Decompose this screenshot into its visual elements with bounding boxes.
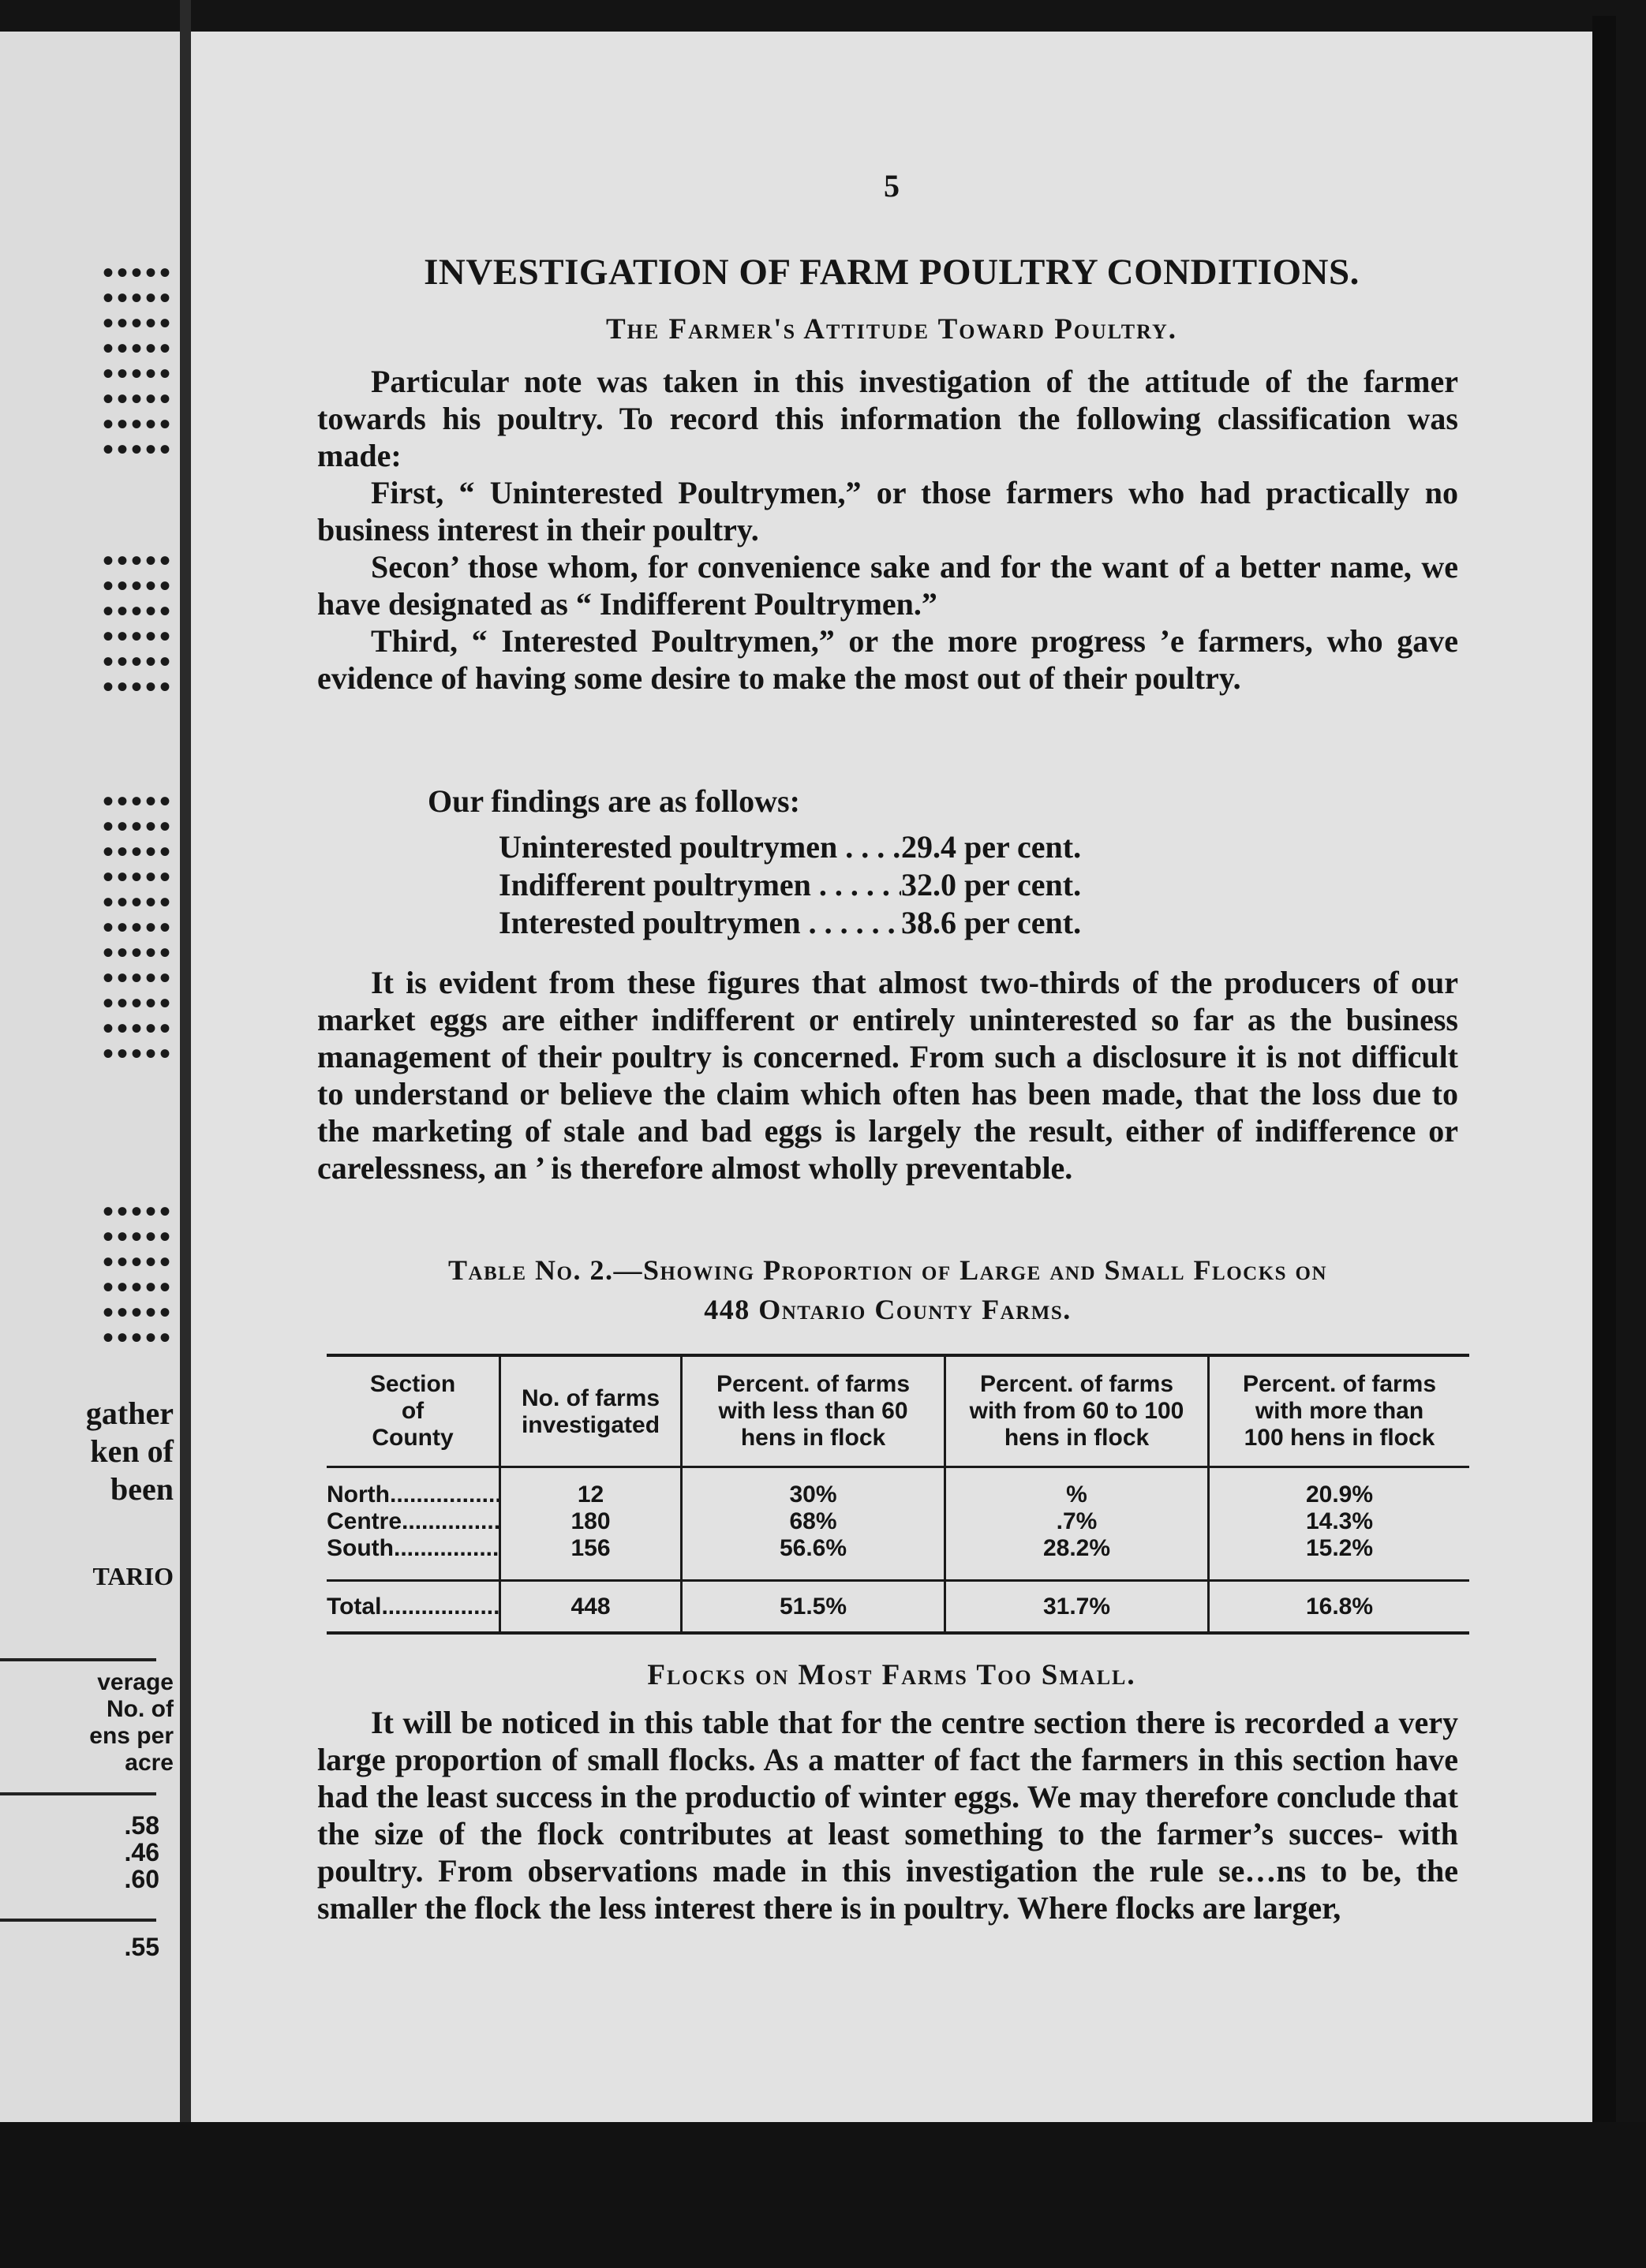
table-title-line: 448 Ontario County Farms. bbox=[704, 1294, 1072, 1325]
page-number: 5 bbox=[884, 168, 900, 204]
fragment-text: gather bbox=[85, 1396, 174, 1431]
cell-farms: 156 bbox=[570, 1535, 611, 1561]
paragraph: First, “ Uninterested Poultrymen,” or those farmers who had practically no business interest in their poultry. bbox=[317, 475, 1458, 547]
header-line: of bbox=[401, 1398, 425, 1424]
flocks-paragraph-block bbox=[317, 1704, 1458, 1926]
header-line: Section bbox=[369, 1371, 456, 1397]
row-label: Centre ..... bbox=[327, 1508, 499, 1534]
findings-intro: Our findings are as follows: bbox=[428, 783, 800, 819]
finding-value: 38.6 per cent. bbox=[901, 905, 1082, 940]
header-line: with from 60 to 100 bbox=[969, 1398, 1184, 1424]
paragraph: It is evident from these figures that almost two-thirds of the producers of our market eggs are either indifferent or entirely uninterested so far as the business management of their poultry is concerned. From such a disclosure it is not difficult to understand or believe the claim which often has been made, that the loss due to the marketing of stale and bad eggs is largely the result, either of indifference or carelessness, an ’ is therefore almost wholly preventable. bbox=[317, 965, 1458, 1186]
cell-more100: 20.9% bbox=[1305, 1481, 1374, 1508]
row-label: North ..... bbox=[327, 1481, 499, 1508]
paragraph: Third, “ Interested Poultrymen,” or the more progress ’e farmers, who gave evidence of having some desire to make the most out of their poultry. bbox=[317, 623, 1458, 696]
paragraph: Particular note was taken in this investigation of the attitude of the farmer towards his poultry. To record this information the following classification was made: bbox=[317, 364, 1458, 473]
finding-row bbox=[499, 866, 1288, 903]
fragment-header: ens per bbox=[89, 1723, 174, 1749]
dot-leaders: ••••• ••••• ••••• ••••• ••••• ••••• ••••• ••••• bbox=[102, 255, 174, 467]
paragraph: Secon’ those whom, for convenience sake and for the want of a better name, we have designated as “ Indifferent Poultrymen.” bbox=[317, 549, 1458, 622]
header-line: Percent. of farms bbox=[716, 1371, 911, 1397]
column-header-section bbox=[327, 1371, 499, 1452]
document-page bbox=[191, 32, 1592, 2122]
book-gutter bbox=[180, 0, 191, 2268]
header-rule bbox=[327, 1466, 1469, 1468]
scan-background bbox=[0, 2122, 1646, 2268]
cell-less60: 68% bbox=[789, 1508, 837, 1534]
dot-leaders: ••••• ••••• ••••• ••••• ••••• ••••• ••••• ••••• ••••• ••••• ••••• bbox=[102, 783, 174, 1071]
total-rule bbox=[327, 1579, 1469, 1582]
cell-more100: 14.3% bbox=[1305, 1508, 1374, 1534]
page-title: INVESTIGATION OF FARM POULTRY CONDITIONS. bbox=[424, 252, 1360, 293]
finding-row bbox=[499, 828, 1288, 865]
header-line: investigated bbox=[521, 1412, 660, 1438]
header-line: Percent. of farms bbox=[979, 1371, 1174, 1397]
finding-value: 29.4 per cent. bbox=[901, 829, 1082, 865]
cell-farms: 180 bbox=[570, 1508, 611, 1534]
header-line: 100 hens in flock bbox=[1244, 1425, 1435, 1451]
cell-60to100: % bbox=[1066, 1481, 1087, 1508]
table-title bbox=[317, 1250, 1458, 1329]
column-header-more100 bbox=[1210, 1371, 1469, 1452]
header-line: hens in flock bbox=[1004, 1425, 1150, 1451]
cell-60to100: .7% bbox=[1056, 1508, 1098, 1534]
header-line: County bbox=[372, 1425, 454, 1451]
finding-row bbox=[499, 904, 1288, 941]
finding-value: 32.0 per cent. bbox=[901, 867, 1082, 902]
fragment-value: .60 bbox=[124, 1865, 159, 1893]
column-header-60to100 bbox=[946, 1371, 1207, 1452]
cell-less60: 30% bbox=[789, 1481, 837, 1508]
finding-label: Uninterested poultrymen . . . bbox=[499, 828, 901, 865]
fragment-header: No. of bbox=[107, 1696, 174, 1722]
table-bottom-rule bbox=[327, 1631, 1469, 1635]
fragment-header: acre bbox=[125, 1750, 174, 1776]
cell-60to100: 31.7% bbox=[1042, 1594, 1111, 1620]
header-line: with less than 60 bbox=[718, 1398, 908, 1424]
column-header-farms bbox=[501, 1385, 680, 1439]
fragment-text: been bbox=[110, 1471, 174, 1507]
header-line: with more than bbox=[1255, 1398, 1424, 1424]
row-label: South ..... bbox=[327, 1535, 499, 1561]
cell-more100: 16.8% bbox=[1305, 1594, 1374, 1620]
row-label: Total ..... bbox=[327, 1594, 499, 1620]
header-line: Percent. of farms bbox=[1242, 1371, 1437, 1397]
cell-less60: 56.6% bbox=[779, 1535, 847, 1561]
fragment-total: .55 bbox=[124, 1933, 159, 1961]
cell-less60: 51.5% bbox=[779, 1594, 847, 1620]
page-edge-shadow bbox=[1592, 16, 1616, 2138]
table-title-line: Table No. 2.—Showing Proportion of Large and Small Flocks on bbox=[447, 1254, 1328, 1286]
finding-label: Interested poultrymen . . . bbox=[499, 904, 901, 941]
column-header-less60 bbox=[683, 1371, 944, 1452]
fragment-text: ken of bbox=[90, 1433, 174, 1469]
header-line: No. of farms bbox=[521, 1385, 660, 1411]
section-heading: The Farmer's Attitude Toward Poultry. bbox=[606, 313, 1177, 346]
paragraph: It will be noticed in this table that for the centre section there is recorded a very large proportion of small flocks. As a matter of fact the farmers in this section have had the least success in the productio of winter eggs. We may therefore conclude that the size of the flock contributes at least something to the farmer’s succes‐ with poultry. From observations made in this investigation the rule se…ns to be, the smaller the flock the less interest there is in poultry. Where flocks are larger, bbox=[317, 1705, 1458, 1926]
header-line: hens in flock bbox=[740, 1425, 886, 1451]
cell-more100: 15.2% bbox=[1305, 1535, 1374, 1561]
fragment-value: .46 bbox=[124, 1838, 159, 1866]
table-rule bbox=[0, 1919, 156, 1922]
fragment-text: TARIO bbox=[92, 1562, 174, 1590]
dot-leaders: ••••• ••••• ••••• ••••• ••••• ••••• bbox=[102, 1194, 174, 1355]
cell-60to100: 28.2% bbox=[1042, 1535, 1111, 1561]
fragment-header: verage bbox=[97, 1669, 174, 1695]
table-rule bbox=[0, 1658, 156, 1661]
section-heading: Flocks on Most Farms Too Small. bbox=[647, 1659, 1136, 1691]
dot-leaders: ••••• ••••• ••••• ••••• ••••• ••••• bbox=[102, 543, 174, 704]
cell-farms: 12 bbox=[577, 1481, 604, 1508]
finding-label: Indifferent poultrymen . . . bbox=[499, 866, 901, 903]
intro-paragraphs bbox=[317, 363, 1458, 697]
cell-farms: 448 bbox=[570, 1594, 611, 1620]
previous-page-fragment bbox=[0, 32, 180, 2122]
evident-paragraph-block bbox=[317, 964, 1458, 1186]
fragment-value: .58 bbox=[124, 1811, 159, 1840]
table-rule bbox=[0, 1792, 156, 1795]
